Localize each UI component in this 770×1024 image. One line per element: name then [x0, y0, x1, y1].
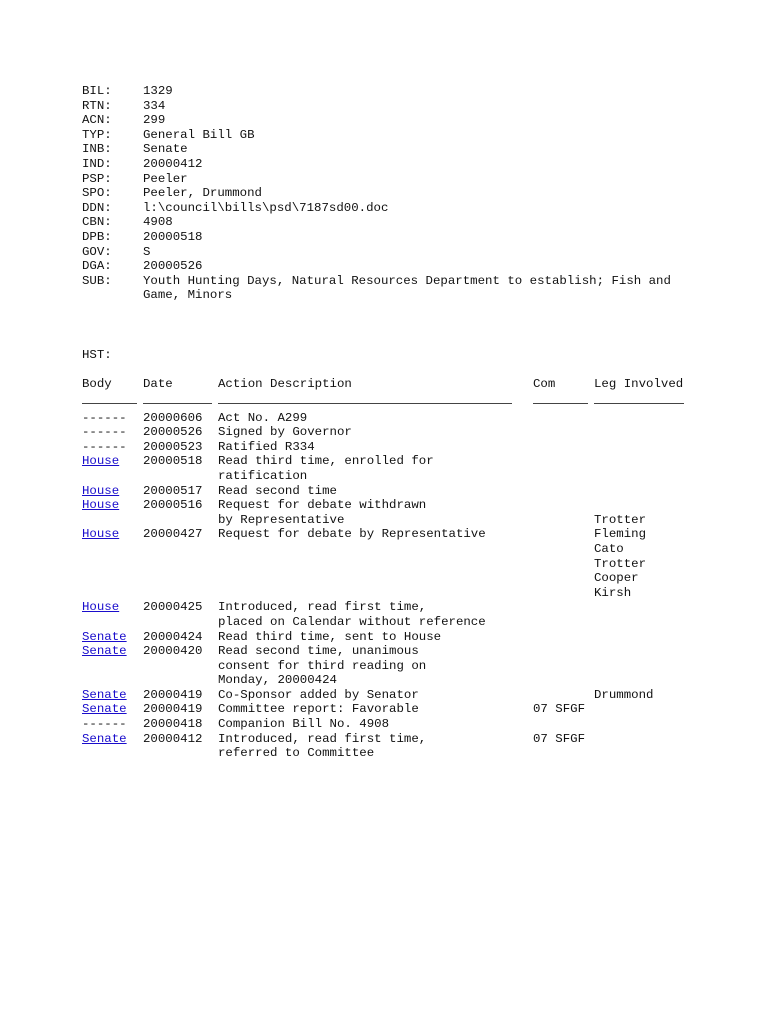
divider [533, 403, 588, 404]
action-line: Committee report: Favorable [218, 702, 419, 717]
body-link[interactable]: Senate [82, 731, 127, 746]
history-row [82, 484, 684, 499]
action-line: by Representative [218, 512, 345, 527]
action-date: 20000606 [143, 410, 203, 425]
history-row [82, 411, 684, 426]
field-row [82, 84, 688, 99]
field-row [82, 259, 688, 274]
action-date: 20000425 [143, 600, 203, 615]
action-line: Companion Bill No. 4908 [218, 717, 390, 732]
field-value: 20000412 [143, 156, 203, 171]
action-line: Request for debate by Representative [218, 527, 486, 542]
field-value: 1329 [143, 84, 173, 98]
legislator: Cooper [594, 571, 639, 586]
action-line: Ratified R334 [218, 439, 315, 454]
history-row [82, 498, 684, 527]
action-date: 20000518 [143, 454, 203, 469]
action-description [218, 454, 533, 483]
divider [594, 403, 684, 404]
body-link[interactable]: Senate [82, 644, 127, 659]
legislators-involved [594, 411, 684, 426]
history-table [82, 377, 684, 761]
field-row [82, 245, 688, 260]
action-line: placed on Calendar without reference [218, 614, 486, 629]
action-date: 20000420 [143, 644, 203, 659]
legislators-involved [594, 498, 684, 527]
field-row [82, 157, 688, 172]
legislators-involved [594, 688, 684, 703]
action-description [218, 498, 533, 527]
field-value: S [143, 244, 151, 259]
field-key: INB: [82, 142, 112, 157]
field-key: DGA: [82, 259, 112, 274]
legislators-involved [594, 425, 684, 440]
field-row [82, 172, 688, 187]
field-value: 4908 [143, 215, 173, 230]
action-date: 20000526 [143, 425, 203, 440]
field-key: DDN: [82, 200, 112, 215]
field-key: CBN: [82, 215, 112, 230]
field-row [82, 99, 688, 114]
body-link[interactable]: House [82, 600, 120, 615]
divider [143, 403, 212, 404]
legislator: Drummond [594, 687, 654, 702]
action-date: 20000517 [143, 483, 203, 498]
history-row [82, 702, 684, 717]
action-line: consent for third reading on [218, 658, 427, 673]
action-line: Introduced, read first time, [218, 600, 427, 615]
field-row [82, 142, 688, 157]
history-row [82, 688, 684, 703]
action-date: 20000418 [143, 717, 203, 732]
action-line: Introduced, read first time, [218, 731, 427, 746]
committee [533, 630, 594, 645]
action-line: ratification [218, 468, 308, 483]
legislator: Trotter [594, 512, 647, 527]
committee [533, 498, 594, 527]
field-key: DPB: [82, 229, 112, 244]
action-date: 20000419 [143, 687, 203, 702]
committee [533, 440, 594, 455]
field-key: GOV: [82, 244, 112, 259]
action-date: 20000419 [143, 702, 203, 717]
action-description [218, 484, 533, 499]
field-key: BIL: [82, 84, 112, 98]
committee [533, 688, 594, 703]
action-line: Read second time, unanimous [218, 644, 419, 659]
field-row [82, 274, 688, 303]
history-row [82, 527, 684, 600]
action-description [218, 688, 533, 703]
field-row [82, 215, 688, 230]
committee [533, 600, 594, 629]
action-line: Act No. A299 [218, 410, 308, 425]
action-line: Co-Sponsor added by Senator [218, 687, 419, 702]
legislators-involved [594, 484, 684, 499]
legislator: Cato [594, 541, 624, 556]
action-line: Signed by Governor [218, 425, 352, 440]
history-label: HST: [82, 348, 112, 362]
body-link[interactable]: House [82, 527, 120, 542]
body-link[interactable]: Senate [82, 702, 127, 717]
legislators-involved [594, 732, 684, 761]
legislators-involved [594, 644, 684, 688]
field-row [82, 113, 688, 128]
action-description [218, 732, 533, 761]
history-row [82, 440, 684, 455]
body-none: ------ [82, 439, 127, 454]
committee [533, 717, 594, 732]
body-link[interactable]: House [82, 483, 120, 498]
committee: 07 SFGF [533, 702, 586, 717]
field-value: Peeler [143, 171, 188, 186]
action-date: 20000424 [143, 629, 203, 644]
field-value: Youth Hunting Days, Natural Resources Department to establish; Fish and Game, Minors [143, 273, 679, 303]
action-line: Request for debate withdrawn [218, 498, 427, 513]
field-key: SPO: [82, 186, 112, 201]
body-link[interactable]: Senate [82, 687, 127, 702]
committee: 07 SFGF [533, 731, 586, 746]
divider [82, 403, 137, 404]
action-description [218, 411, 533, 426]
legislators-involved [594, 454, 684, 483]
body-link[interactable]: House [82, 454, 120, 469]
legislators-involved [594, 702, 684, 717]
legislators-involved [594, 527, 684, 600]
history-row [82, 454, 684, 483]
committee [533, 527, 594, 600]
legislator: Trotter [594, 556, 647, 571]
action-date: 20000523 [143, 439, 203, 454]
field-key: TYP: [82, 127, 112, 142]
action-description [218, 630, 533, 645]
field-value: Senate [143, 142, 188, 157]
history-header-row [82, 377, 684, 403]
field-row [82, 186, 688, 201]
body-none: ------ [82, 425, 127, 440]
history-row [82, 644, 684, 688]
legislators-involved [594, 440, 684, 455]
action-line: Read third time, sent to House [218, 629, 442, 644]
header-underline [82, 403, 684, 411]
body-link[interactable]: Senate [82, 629, 127, 644]
action-line: Monday, 20000424 [218, 673, 337, 688]
field-value: 334 [143, 98, 166, 113]
body-none: ------ [82, 717, 127, 732]
legislators-involved [594, 600, 684, 629]
action-description [218, 644, 533, 688]
action-date: 20000412 [143, 731, 203, 746]
field-row [82, 201, 688, 216]
field-key: RTN: [82, 98, 112, 113]
action-date: 20000516 [143, 498, 203, 513]
field-value: 299 [143, 113, 166, 128]
legislators-involved [594, 717, 684, 732]
legislator: Kirsh [594, 585, 632, 600]
field-key: ACN: [82, 113, 112, 128]
action-date: 20000427 [143, 527, 203, 542]
body-link[interactable]: House [82, 498, 120, 513]
field-key: PSP: [82, 171, 112, 186]
action-description [218, 600, 533, 629]
legislator: Fleming [594, 527, 647, 542]
committee [533, 411, 594, 426]
bill-fields [82, 84, 688, 303]
field-key: SUB: [82, 273, 112, 288]
action-description [218, 440, 533, 455]
history-row [82, 425, 684, 440]
field-value: l:\council\bills\psd\7187sd00.doc [143, 200, 389, 215]
field-key: IND: [82, 156, 112, 171]
field-row [82, 128, 688, 143]
history-row [82, 600, 684, 629]
field-value: Peeler, Drummond [143, 186, 262, 201]
field-value: 20000526 [143, 259, 203, 274]
header-date: Date [143, 377, 173, 391]
action-line: Read second time [218, 483, 337, 498]
body-none: ------ [82, 410, 127, 425]
header-leg: Leg Involved [594, 377, 684, 391]
field-value: General Bill GB [143, 127, 255, 142]
action-line: Read third time, enrolled for [218, 454, 434, 469]
committee [533, 454, 594, 483]
header-body: Body [82, 377, 112, 391]
field-row [82, 230, 688, 245]
committee [533, 644, 594, 688]
history-row [82, 630, 684, 645]
action-description [218, 425, 533, 440]
divider [218, 403, 512, 404]
header-com: Com [533, 377, 556, 391]
history-row [82, 717, 684, 732]
action-description [218, 527, 533, 600]
committee [533, 484, 594, 499]
committee [533, 425, 594, 440]
action-description [218, 717, 533, 732]
header-action: Action Description [218, 377, 352, 391]
history-row [82, 732, 684, 761]
action-description [218, 702, 533, 717]
action-line: referred to Committee [218, 746, 375, 761]
field-value: 20000518 [143, 229, 203, 244]
legislators-involved [594, 630, 684, 645]
